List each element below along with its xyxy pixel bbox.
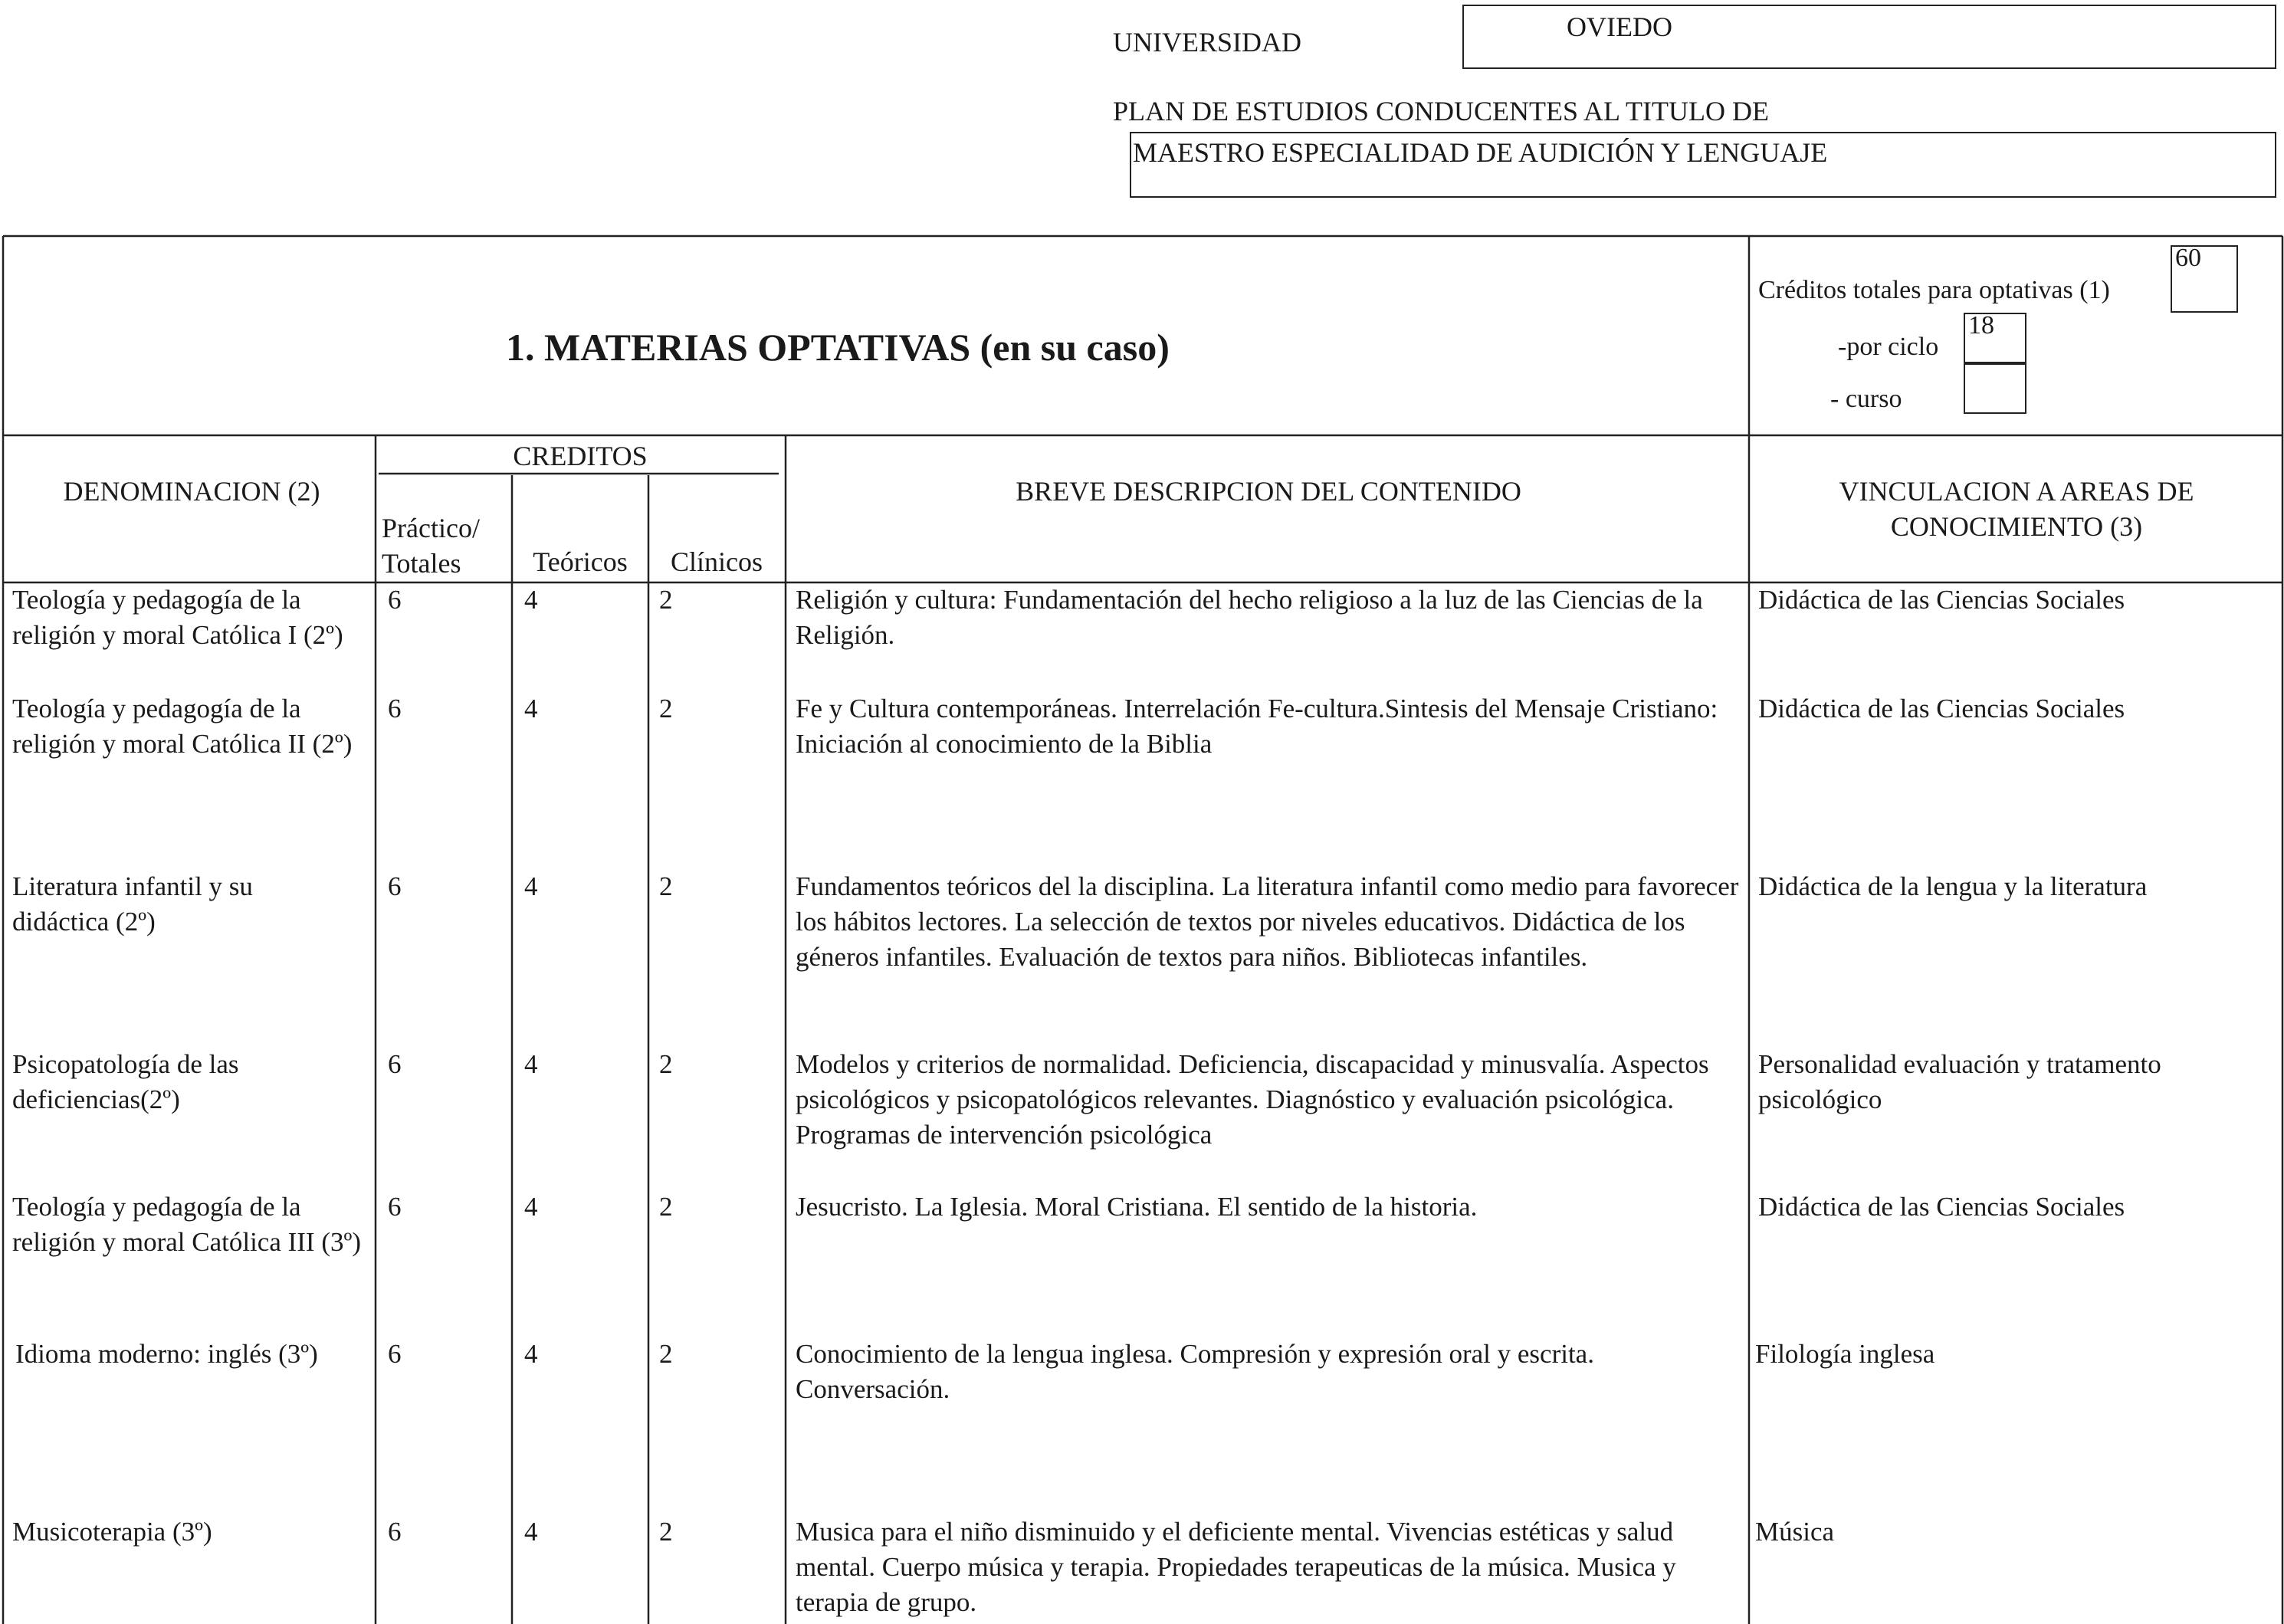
col-clinicos: Clínicos <box>670 546 763 577</box>
table-row-clinicos: 2 <box>659 871 673 901</box>
col-teoricos: Teóricos <box>533 546 628 577</box>
university-value: OVIEDO <box>1567 11 1672 42</box>
table-row-description: Fe y Cultura contemporáneas. Interrelación Fe-cultura.Sintesis del Mensaje Cristiano: Iniciación al conocimiento de la Biblia <box>796 694 1718 759</box>
table-row-name: Musicoterapia (3º) <box>12 1517 212 1547</box>
table-row-teoricos: 4 <box>524 585 538 615</box>
table-row-clinicos: 2 <box>659 1339 673 1369</box>
table-row-totales: 6 <box>388 694 402 723</box>
table-row-description: Musica para el niño disminuido y el deficiente mental. Vivencias estéticas y salud mental. Cuerpo música y terapia. Propiedades terapeuticas de la música. Musica y terapia de grupo. <box>796 1517 1676 1617</box>
per-course-box <box>1964 363 2026 414</box>
table-row-totales: 6 <box>388 1339 402 1369</box>
table-row-clinicos: 2 <box>659 585 673 615</box>
section-title: 1. MATERIAS OPTATIVAS (en su caso) <box>506 326 1170 369</box>
per-cycle-value: 18 <box>1968 311 1994 340</box>
table-row-clinicos: 2 <box>659 694 673 723</box>
table-row-totales: 6 <box>388 871 402 901</box>
table-row-teoricos: 4 <box>524 871 538 901</box>
table-row-area: Didáctica de las Ciencias Sociales <box>1758 585 2125 615</box>
credits-total-box <box>2171 245 2238 313</box>
table-row-description: Modelos y criterios de normalidad. Deficiencia, discapacidad y minusvalía. Aspectos psicológicos y psicopatológicos relevantes. Diagnóstico y evaluación psicológica. Programas de intervención psicológica <box>796 1049 1709 1150</box>
table-row-teoricos: 4 <box>524 1049 538 1079</box>
university-label: UNIVERSIDAD <box>1113 27 1301 57</box>
table-row-area: Música <box>1755 1517 1835 1547</box>
table-row-totales: 6 <box>388 1192 402 1222</box>
table-row-teoricos: 4 <box>524 1517 538 1547</box>
table-row-area: Didáctica de las Ciencias Sociales <box>1758 1192 2125 1222</box>
table-row-name: Teología y pedagogía de la religión y moral Católica II (2º) <box>12 694 353 759</box>
table-row-description: Conocimiento de la lengua inglesa. Compresión y expresión oral y escrita. Conversación. <box>796 1339 1594 1404</box>
table-row-name: Idioma moderno: inglés (3º) <box>15 1339 318 1369</box>
table-row-clinicos: 2 <box>659 1192 673 1222</box>
credits-total-value: 60 <box>2175 244 2201 272</box>
table-row-area: Filología inglesa <box>1755 1339 1935 1369</box>
per-cycle-label: -por ciclo <box>1838 333 1939 361</box>
table-row-description: Jesucristo. La Iglesia. Moral Cristiana. El sentido de la historia. <box>796 1192 1478 1222</box>
table-row-name: Literatura infantil y su didáctica (2º) <box>12 871 253 937</box>
col-vinculacion: VINCULACION A AREAS DE CONOCIMIENTO (3) <box>1839 476 2194 542</box>
table-row-clinicos: 2 <box>659 1517 673 1547</box>
plan-label: PLAN DE ESTUDIOS CONDUCENTES AL TITULO DE <box>1113 96 1769 126</box>
table-row-name: Psicopatología de las deficiencias(2º) <box>12 1049 239 1114</box>
col-descripcion: BREVE DESCRIPCION DEL CONTENIDO <box>1016 476 1521 507</box>
table-row-area: Didáctica de la lengua y la literatura <box>1758 871 2148 901</box>
table-row-description: Fundamentos teóricos del la disciplina. La literatura infantil como medio para favorecer los hábitos lectores. La selección de textos por niveles educativos. Didáctica de los géneros infantiles. Evaluación de textos para niños. Bibliotecas infantiles. <box>796 871 1739 972</box>
table-row-area: Didáctica de las Ciencias Sociales <box>1758 694 2125 723</box>
credits-total-label: Créditos totales para optativas (1) <box>1758 276 2110 304</box>
table-row-totales: 6 <box>388 1049 402 1079</box>
table-row-teoricos: 4 <box>524 694 538 723</box>
table-row-clinicos: 2 <box>659 1049 673 1079</box>
table-row-name: Teología y pedagogía de la religión y moral Católica I (2º) <box>12 585 343 650</box>
degree-value: MAESTRO ESPECIALIDAD DE AUDICIÓN Y LENGUAJE <box>1133 137 1828 168</box>
table-row-area: Personalidad evaluación y tratamento psicológico <box>1758 1049 2161 1114</box>
per-cycle-box <box>1964 313 2026 363</box>
table-row-totales: 6 <box>388 1517 402 1547</box>
table-row-name: Teología y pedagogía de la religión y moral Católica III (3º) <box>12 1192 361 1257</box>
per-course-label: - curso <box>1830 385 1902 413</box>
col-denominacion: DENOMINACION (2) <box>63 476 320 507</box>
col-totales: Práctico/ Totales <box>382 513 480 579</box>
table-row-teoricos: 4 <box>524 1339 538 1369</box>
table-row-description: Religión y cultura: Fundamentación del hecho religioso a la luz de las Ciencias de la Religión. <box>796 585 1703 650</box>
table-row-totales: 6 <box>388 585 402 615</box>
table-row-teoricos: 4 <box>524 1192 538 1222</box>
col-creditos: CREDITOS <box>513 441 648 471</box>
